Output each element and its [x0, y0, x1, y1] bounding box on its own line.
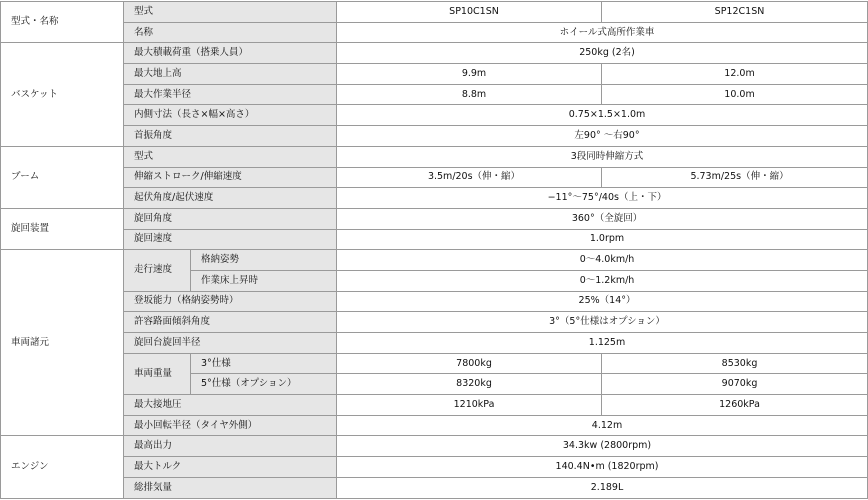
cell-value: 25%（14°） [337, 291, 868, 312]
table-row [1, 126, 868, 147]
table-row [1, 291, 868, 312]
table-row [1, 22, 868, 43]
cell-value: 360°（全旋回） [337, 208, 868, 229]
row-label: 最大積載荷重（搭乗人員） [124, 43, 337, 64]
row-label: 起伏角度/起伏速度 [124, 188, 337, 209]
table-row [1, 146, 868, 167]
row-label: 最小回転半径（タイヤ外側） [124, 415, 337, 436]
table-row [1, 436, 868, 457]
table-row [1, 43, 868, 64]
table-row [1, 312, 868, 333]
table-row [1, 333, 868, 354]
row-label: 最大地上高 [124, 64, 337, 85]
row-label: 総排気量 [124, 477, 337, 498]
category-vehicle: 車両諸元 [1, 250, 124, 436]
cell-value: 3段同時伸縮方式 [337, 146, 868, 167]
cell-value: 9.9m [337, 64, 602, 85]
cell-value: 1.0rpm [337, 229, 868, 250]
cell-value: 12.0m [602, 64, 868, 85]
cell-value: 0〜1.2km/h [337, 270, 868, 291]
table-row [1, 250, 868, 271]
cell-value: 9070kg [602, 374, 868, 395]
category-slewing: 旋回装置 [1, 208, 124, 249]
table-row [1, 105, 868, 126]
row-label: 旋回角度 [124, 208, 337, 229]
cell-value: 1.125m [337, 333, 868, 354]
table-row [1, 395, 868, 416]
table-row [1, 188, 868, 209]
table-row [1, 64, 868, 85]
row-label: 伸縮ストローク/伸縮速度 [124, 167, 337, 188]
model-sp12: SP12C1SN [602, 2, 868, 23]
cell-value: 8530kg [602, 353, 868, 374]
cell-value: 34.3kw (2800rpm) [337, 436, 868, 457]
cell-value: 10.0m [602, 84, 868, 105]
cell-value: 2.189L [337, 477, 868, 498]
cell-value: 1210kPa [337, 395, 602, 416]
table-row [1, 415, 868, 436]
sub-label: 作業床上昇時 [191, 270, 337, 291]
cell-value: 8320kg [337, 374, 602, 395]
cell-value: 7800kg [337, 353, 602, 374]
row-label-name: 名称 [124, 22, 337, 43]
table-row [1, 457, 868, 478]
spec-table [0, 1, 868, 499]
table-row [1, 2, 868, 23]
table-row [1, 84, 868, 105]
cell-value: 5.73m/25s（伸・縮） [602, 167, 868, 188]
row-label-model: 型式 [124, 2, 337, 23]
row-label: 型式 [124, 146, 337, 167]
row-label: 最大接地圧 [124, 395, 337, 416]
sub-label: 5°仕様（オプション） [191, 374, 337, 395]
category-boom: ブーム [1, 146, 124, 208]
row-label: 旋回速度 [124, 229, 337, 250]
row-label: 内側寸法（長さ×幅×高さ） [124, 105, 337, 126]
cell-value: 4.12m [337, 415, 868, 436]
row-label: 最大作業半径 [124, 84, 337, 105]
cell-value: 1260kPa [602, 395, 868, 416]
table-row [1, 208, 868, 229]
cell-value: 250kg (2名) [337, 43, 868, 64]
row-label: 旋回台旋回半径 [124, 333, 337, 354]
row-label: 首振角度 [124, 126, 337, 147]
table-row [1, 353, 868, 374]
cell-value: 3°（5°仕様はオプション） [337, 312, 868, 333]
sub-label: 3°仕様 [191, 353, 337, 374]
row-label: 最大トルク [124, 457, 337, 478]
row-label: 走行速度 [124, 250, 191, 291]
category-model-name: 型式・名称 [1, 2, 124, 43]
sub-label: 格納姿勢 [191, 250, 337, 271]
category-basket: バスケット [1, 43, 124, 146]
table-row [1, 477, 868, 498]
name-value: ホイール式高所作業車 [337, 22, 868, 43]
cell-value: 8.8m [337, 84, 602, 105]
cell-value: 0〜4.0km/h [337, 250, 868, 271]
row-label: 登坂能力（格納姿勢時） [124, 291, 337, 312]
cell-value: 0.75×1.5×1.0m [337, 105, 868, 126]
cell-value: −11°〜75°/40s（上・下） [337, 188, 868, 209]
table-row [1, 229, 868, 250]
row-label: 最高出力 [124, 436, 337, 457]
cell-value: 3.5m/20s（伸・縮） [337, 167, 602, 188]
model-sp10: SP10C1SN [337, 2, 602, 23]
row-label: 許容路面傾斜角度 [124, 312, 337, 333]
cell-value: 左90° 〜右90° [337, 126, 868, 147]
row-label: 車両重量 [124, 353, 191, 394]
table-row [1, 167, 868, 188]
cell-value: 140.4N•m (1820rpm) [337, 457, 868, 478]
category-engine: エンジン [1, 436, 124, 498]
